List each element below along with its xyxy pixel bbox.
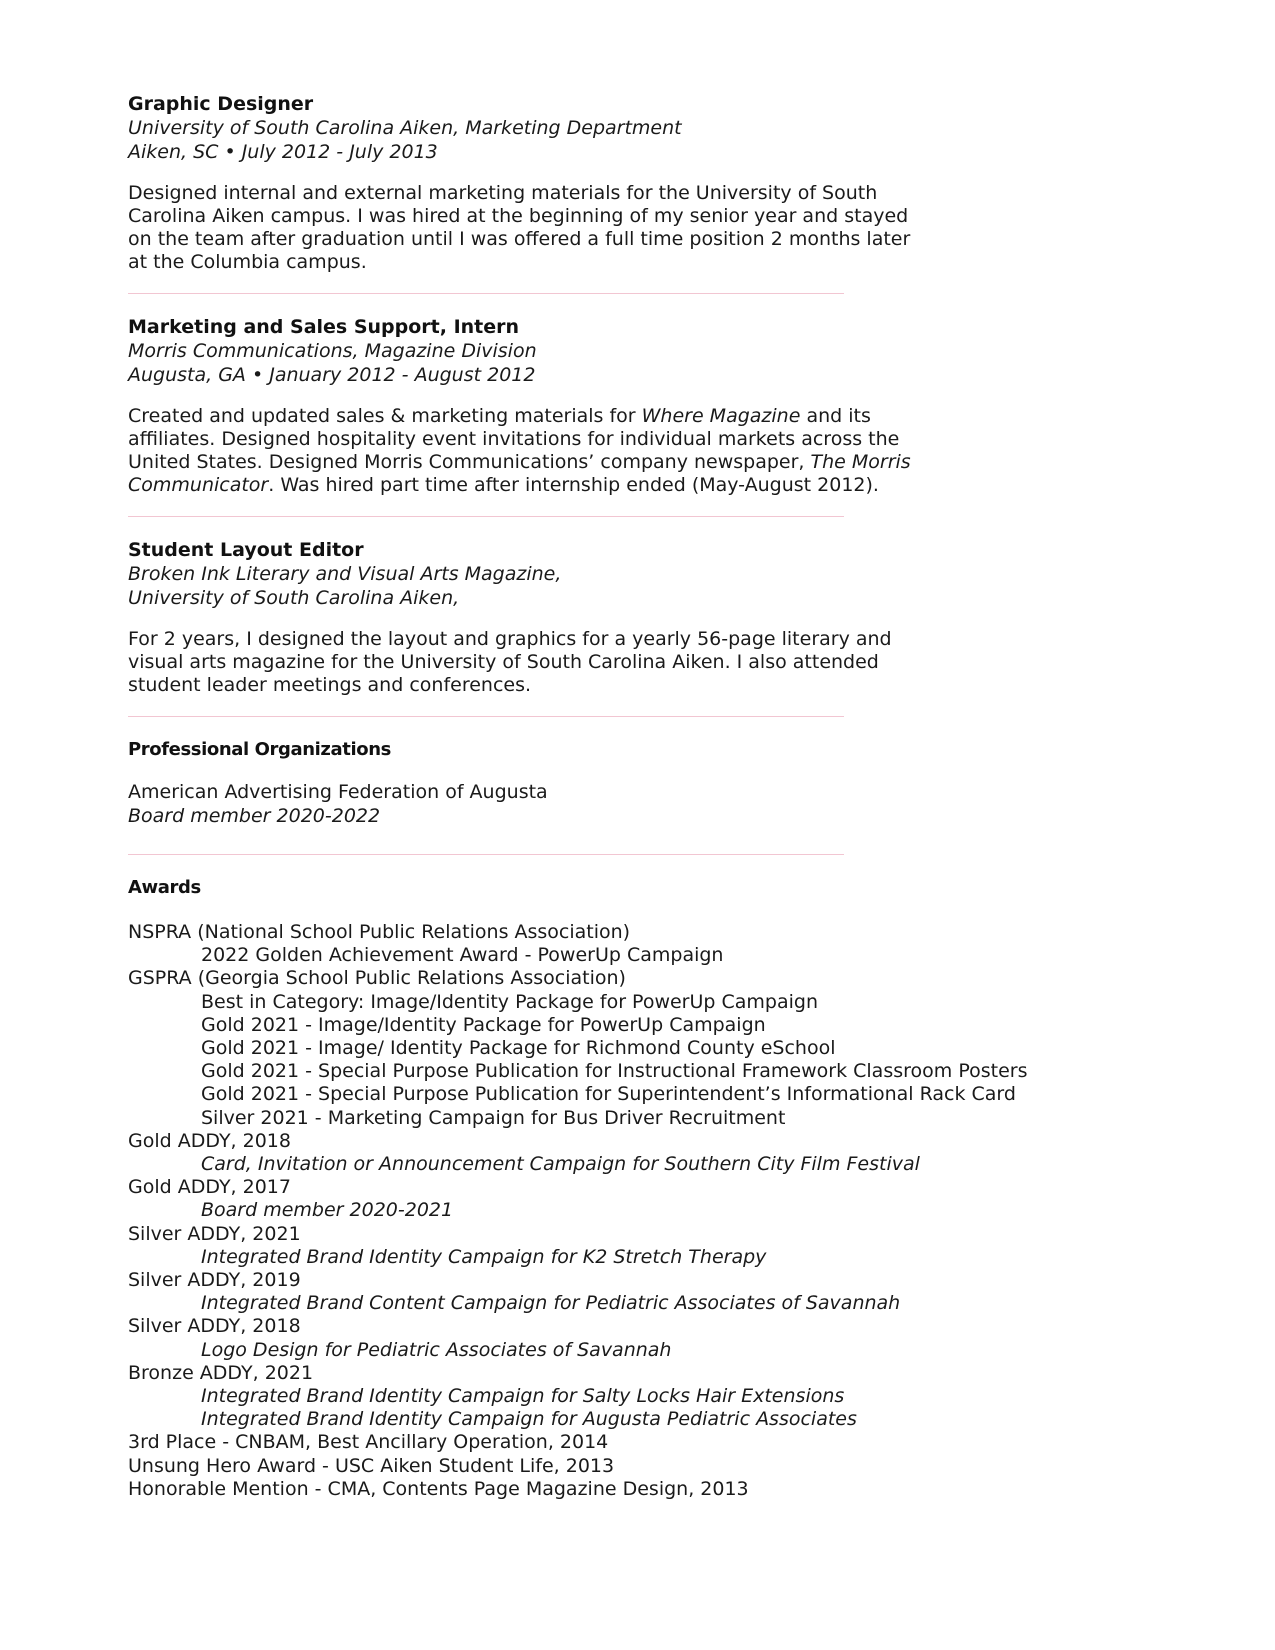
award-org: Silver ADDY, 2018 [128,1315,301,1338]
section-heading: Professional Organizations [128,739,391,760]
job-location: University of South Carolina Aiken, [128,587,460,609]
award-item: Integrated Brand Identity Campaign for K2 Stretch Therapy [201,1245,767,1268]
award-org: NSPRA (National School Public Relations Association) [128,921,631,943]
award-org: Silver ADDY, 2021 [128,1222,301,1245]
newspaper-name: The Morris Communicator [128,451,911,496]
job-location-dates: Aiken, SC • July 2012 - July 2013 [128,141,438,163]
award-item: Board member 2020-2021 [201,1199,454,1222]
job-title: Student Layout Editor [128,539,364,561]
award-item: Gold 2021 - Special Purpose Publication for Superintendent’s Informational Rack Card [201,1083,1016,1106]
section-divider [128,854,844,855]
job-description: For 2 years, I designed the layout and graphics for a yearly 56-page literary and visual arts magazine for the University of South Carolina Aiken. I also attended student leader meetings and conferences. [128,628,892,696]
award-item: Integrated Brand Identity Campaign for Augusta Pediatric Associates [201,1408,857,1431]
award-item: Best in Category: Image/Identity Package for PowerUp Campaign [201,990,818,1013]
award-org: Honorable Mention - CMA, Contents Page Magazine Design, 2013 [128,1477,749,1500]
award-item: Logo Design for Pediatric Associates of Savannah [201,1338,672,1361]
award-org: Bronze ADDY, 2021 [128,1361,314,1384]
job-organization: University of South Carolina Aiken, Marketing Department [128,117,682,139]
award-item: Gold 2021 - Image/ Identity Package for Richmond County eSchool [201,1037,836,1060]
section-divider [128,716,844,717]
section-divider [128,293,844,294]
award-item: Integrated Brand Identity Campaign for Salty Locks Hair Extensions [201,1385,845,1408]
desc-text: Created and updated sales & marketing materials for [128,405,642,427]
job-student-layout-editor [128,538,1028,697]
job-title: Marketing and Sales Support, Intern [128,316,520,338]
award-item: Gold 2021 - Special Purpose Publication for Instructional Framework Classroom Posters [201,1060,1028,1083]
organization-name: American Advertising Federation of Augusta [128,781,548,803]
award-org: GSPRA (Georgia School Public Relations Association) [128,967,626,990]
organization-role: Board member 2020-2022 [128,805,381,827]
magazine-name: Where Magazine [641,405,801,427]
award-org: Gold ADDY, 2017 [128,1176,291,1199]
section-divider [128,516,844,517]
award-org: Gold ADDY, 2018 [128,1129,291,1152]
award-org: Unsung Hero Award - USC Aiken Student Life, 2013 [128,1454,615,1477]
awards-list [128,921,1028,1501]
resume-page [128,92,1028,1501]
job-organization: Broken Ink Literary and Visual Arts Magazine, [128,563,562,585]
award-item: Card, Invitation or Announcement Campaign for Southern City Film Festival [201,1153,920,1176]
job-description [128,405,928,497]
job-description: Designed internal and external marketing materials for the University of South Carolina Aiken campus. I was hired at the beginning of my senior year and stayed on the team after graduation until I was offered a full time position 2 months later at the Columbia campus. [128,182,911,273]
job-organization: Morris Communications, Magazine Division [128,340,537,362]
job-graphic-designer [128,92,1028,274]
job-title: Graphic Designer [128,93,314,115]
award-item: Silver 2021 - Marketing Campaign for Bus Driver Recruitment [201,1106,786,1129]
desc-text: and its affiliates. Designed hospitality event invitations for individual markets across the United States. Designed Morris Communications’ company newspaper, [128,405,900,473]
award-item: Integrated Brand Content Campaign for Pediatric Associates of Savannah [201,1292,901,1315]
section-heading: Awards [128,877,201,898]
award-item: Gold 2021 - Image/Identity Package for PowerUp Campaign [201,1013,766,1036]
awards [128,876,1028,1501]
professional-organizations [128,738,1028,828]
job-location-dates: Augusta, GA • January 2012 - August 2012 [128,364,536,386]
job-marketing-intern [128,315,1028,497]
award-item: 2022 Golden Achievement Award - PowerUp Campaign [201,944,724,967]
desc-text: . Was hired part time after internship ended (May-August 2012). [268,474,879,496]
award-org: 3rd Place - CNBAM, Best Ancillary Operation, 2014 [128,1431,609,1454]
award-org: Silver ADDY, 2019 [128,1269,301,1292]
